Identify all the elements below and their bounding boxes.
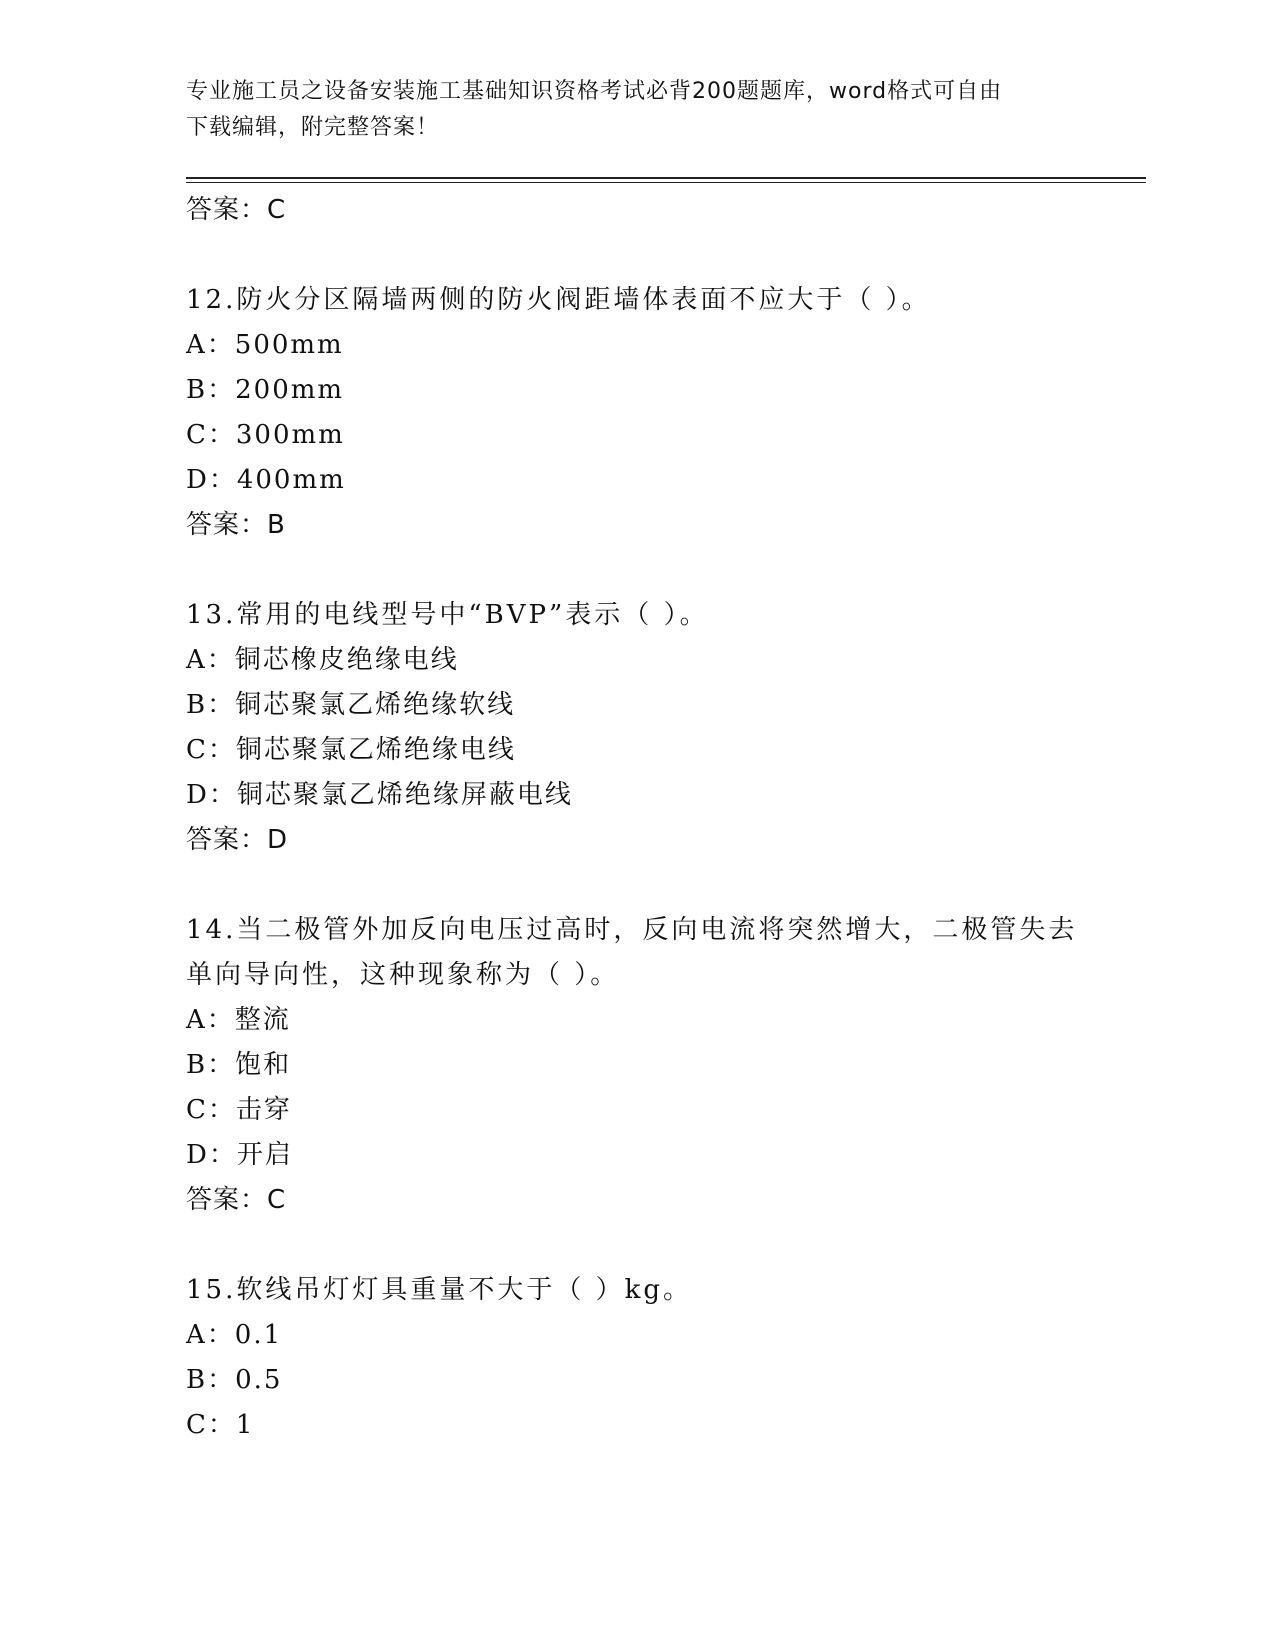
option-a: A：500mm	[186, 330, 344, 360]
option-c: C：1	[186, 1410, 255, 1440]
answer: 答案：D	[186, 825, 289, 855]
option-c: C：铜芯聚氯乙烯绝缘电线	[186, 735, 516, 765]
option-d: D：铜芯聚氯乙烯绝缘屏蔽电线	[186, 780, 573, 810]
answer: 答案：C	[186, 1185, 287, 1215]
option-a: A：0.1	[186, 1320, 283, 1350]
option-c: C：击穿	[186, 1095, 292, 1125]
header-divider-thin	[186, 182, 1146, 183]
previous-answer: 答案：C	[186, 195, 287, 225]
question-13	[186, 593, 1106, 863]
option-b: B：0.5	[186, 1365, 283, 1395]
answer: 答案：B	[186, 510, 286, 540]
header-line-1: 专业施工员之设备安装施工基础知识资格考试必背200题题库，word格式可自由	[186, 79, 1003, 104]
header-divider-thick	[186, 177, 1146, 179]
option-a: A：铜芯橡皮绝缘电线	[186, 645, 459, 675]
question-text: 15.软线吊灯灯具重量不大于（ ）kg。	[186, 1275, 693, 1305]
question-14	[186, 908, 1106, 1223]
question-15	[186, 1268, 1106, 1448]
question-12	[186, 278, 1106, 548]
document-header	[186, 74, 1086, 146]
question-text-line-1: 14.当二极管外加反向电压过高时，反向电流将突然增大，二极管失去	[186, 915, 1078, 945]
question-text-line-2: 单向导向性，这种现象称为（ ）。	[186, 960, 620, 990]
option-b: B：饱和	[186, 1050, 292, 1080]
question-list	[186, 188, 1106, 1448]
option-c: C：300mm	[186, 420, 345, 450]
option-a: A：整流	[186, 1005, 291, 1035]
option-b: B：200mm	[186, 375, 345, 405]
question-text: 12.防火分区隔墙两侧的防火阀距墙体表面不应大于（ ）。	[186, 285, 931, 315]
option-b: B：铜芯聚氯乙烯绝缘软线	[186, 690, 516, 720]
option-d: D：400mm	[186, 465, 346, 495]
option-d: D：开启	[186, 1140, 293, 1170]
question-text: 13.常用的电线型号中“BVP”表示（ ）。	[186, 600, 709, 630]
header-line-2: 下载编辑，附完整答案！	[186, 115, 440, 140]
